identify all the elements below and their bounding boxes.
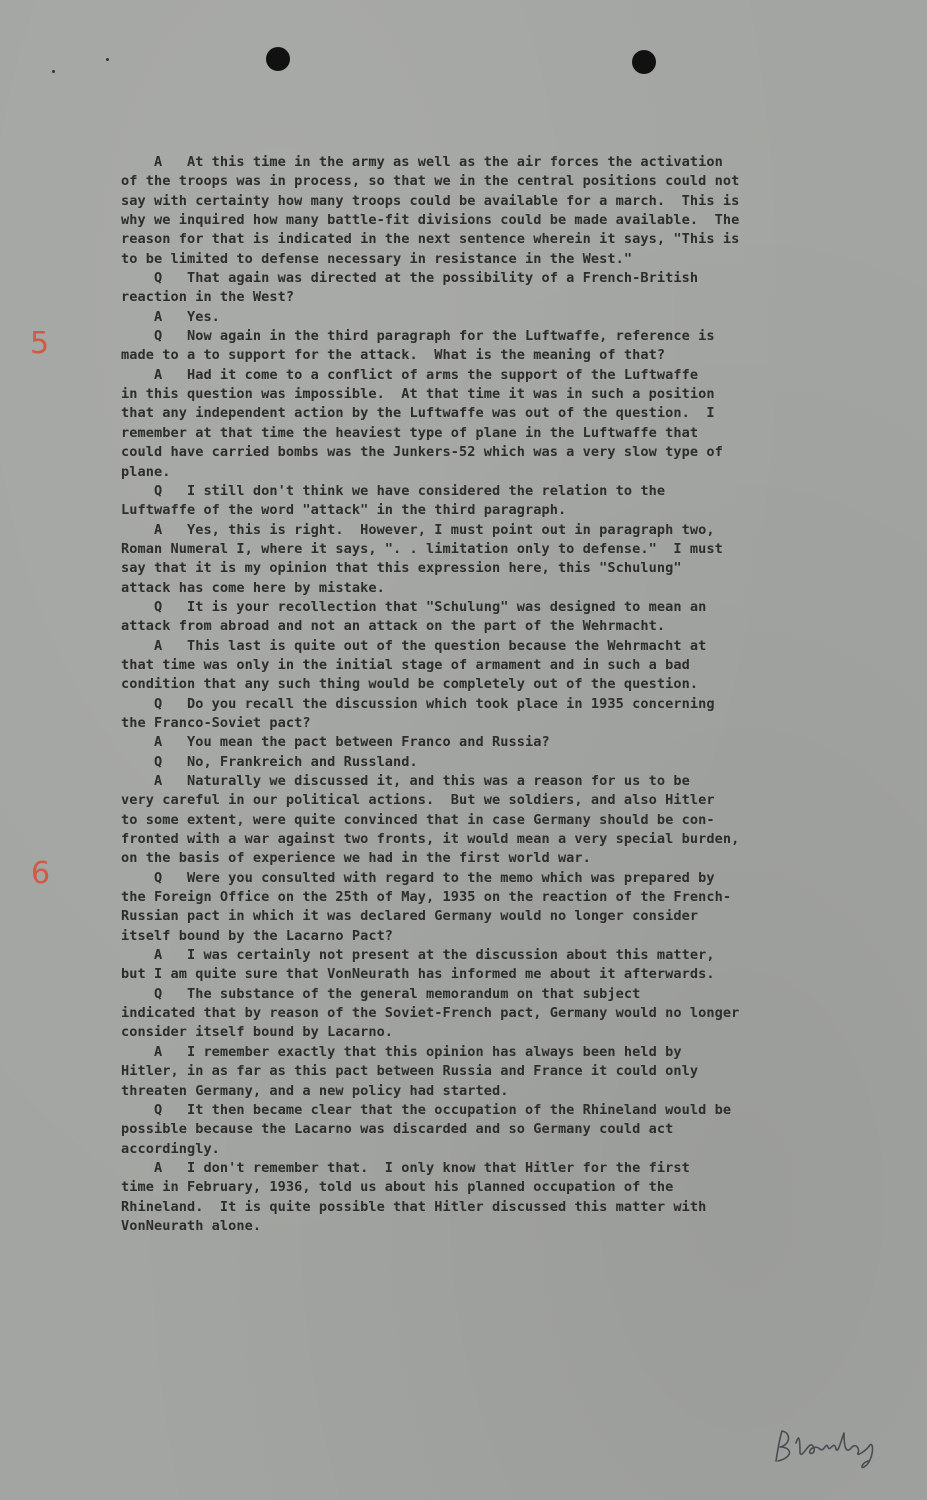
transcript-line: Q That again was directed at the possibility of a French-British	[121, 270, 699, 287]
transcript-line: Q The substance of the general memorandum on that subject	[121, 985, 641, 1002]
punch-hole-right	[632, 50, 656, 74]
transcript-line: the Franco-Soviet pact?	[121, 714, 311, 731]
transcript-line: remember at that time the heaviest type of plane in the Luftwaffe that	[121, 424, 699, 441]
transcript-line: the Foreign Office on the 25th of May, 1935 on the reaction of the French-	[121, 889, 732, 906]
transcript-line: Q Were you consulted with regard to the memo which was prepared by	[121, 869, 715, 886]
transcript-line: accordingly.	[121, 1140, 220, 1157]
transcript-line: Q Now again in the third paragraph for the Luftwaffe, reference is	[121, 328, 715, 345]
transcript-line: VonNeurath alone.	[121, 1217, 262, 1234]
transcript-line: Luftwaffe of the word "attack" in the third paragraph.	[121, 502, 567, 519]
transcript-line: A Naturally we discussed it, and this was a reason for us to be	[121, 773, 690, 789]
transcript-line: plane.	[121, 463, 171, 480]
transcript-line: attack from abroad and not an attack on the part of the Wehrmacht.	[121, 618, 666, 635]
transcript-line: that time was only in the initial stage of armament and in such a bad	[121, 656, 690, 673]
margin-annotation-5: 5	[30, 326, 50, 361]
transcript-line: Roman Numeral I, where it says, ". . limitation only to defense." I must	[121, 540, 723, 557]
transcript-line: A Had it come to a conflict of arms the support of the Luftwaffe	[121, 366, 699, 383]
margin-annotation-6: 6	[31, 856, 51, 891]
transcript-line: A Yes, this is right. However, I must point out in paragraph two,	[121, 521, 715, 538]
transcript-line: reaction in the West?	[121, 289, 295, 306]
transcript-line: but I am quite sure that VonNeurath has informed me about it afterwards.	[121, 966, 715, 983]
transcript-line: A I was certainly not present at the discussion about this matter,	[121, 947, 715, 964]
transcript-line: A You mean the pact between Franco and Russia?	[121, 734, 550, 751]
transcript-line: Q It is your recollection that "Schulung" was designed to mean an	[121, 598, 707, 615]
transcript-line: Rhineland. It is quite possible that Hitler discussed this matter with	[121, 1198, 707, 1215]
transcript-line: A I don't remember that. I only know that Hitler for the first	[121, 1159, 690, 1176]
transcript-line: in this question was impossible. At that time it was in such a position	[121, 386, 715, 403]
transcript-line: possible because the Lacarno was discarded and so Germany could act	[121, 1121, 674, 1138]
transcript-line: A Yes.	[121, 308, 220, 325]
transcript-line: fronted with a war against two fronts, it would mean a very special burden,	[121, 831, 740, 848]
transcript-line: of the troops was in process, so that we in the central positions could not	[121, 173, 740, 190]
transcript-line: that any independent action by the Luftwaffe was out of the question. I	[121, 405, 715, 422]
transcript-line: say with certainty how many troops could be available for a march. This is	[121, 192, 740, 209]
paper-speck	[52, 70, 55, 73]
transcript-line: A This last is quite out of the question because the Wehrmacht at	[121, 637, 707, 654]
transcript-line: on the basis of experience we had in the first world war.	[121, 850, 591, 867]
transcript-line: to be limited to defense necessary in resistance in the West."	[121, 250, 633, 267]
signature-text	[0, 0, 1, 1]
transcript-line: threaten Germany, and a new policy had started.	[121, 1082, 509, 1099]
transcript-line: Q No, Frankreich and Russland.	[121, 753, 418, 770]
transcript-line: consider itself bound by Lacarno.	[121, 1024, 394, 1041]
transcript-line: A I remember exactly that this opinion has always been held by	[121, 1043, 682, 1060]
handwritten-signature	[770, 1423, 880, 1473]
punch-hole-left	[266, 47, 290, 71]
transcript-line: why we inquired how many battle-fit divisions could be made available. The	[121, 212, 740, 229]
transcript-line: could have carried bombs was the Junkers-52 which was a very slow type of	[121, 444, 723, 461]
transcript-line: very careful in our political actions. But we soldiers, and also Hitler	[121, 792, 715, 809]
transcript-line: Q It then became clear that the occupation of the Rhineland would be	[121, 1101, 732, 1118]
transcript-line: reason for that is indicated in the next sentence wherein it says, "This is	[121, 231, 740, 248]
transcript-line: condition that any such thing would be completely out of the question.	[121, 676, 699, 693]
transcript-line: made to a to support for the attack. What is the meaning of that?	[121, 347, 666, 364]
transcript-line: itself bound by the Lacarno Pact?	[121, 927, 394, 944]
transcript-line: Hitler, in as far as this pact between Russia and France it could only	[121, 1063, 699, 1080]
transcript-body	[121, 153, 881, 1236]
transcript-line: indicated that by reason of the Soviet-French pact, Germany would no longer	[121, 1005, 740, 1022]
paper-speck	[106, 58, 109, 61]
transcript-line: time in February, 1936, told us about his planned occupation of the	[121, 1179, 674, 1196]
transcript-line: say that it is my opinion that this expression here, this "Schulung"	[121, 560, 682, 577]
transcript-line: attack has come here by mistake.	[121, 579, 385, 596]
transcript-line: Russian pact in which it was declared Germany would no longer consider	[121, 908, 699, 925]
transcript-line: Q I still don't think we have considered the relation to the	[121, 482, 666, 499]
transcript-line: Q Do you recall the discussion which took place in 1935 concerning	[121, 695, 715, 712]
transcript-line: A At this time in the army as well as the air forces the activation	[121, 154, 723, 170]
transcript-line: to some extent, were quite convinced that in case Germany should be con-	[121, 811, 715, 828]
